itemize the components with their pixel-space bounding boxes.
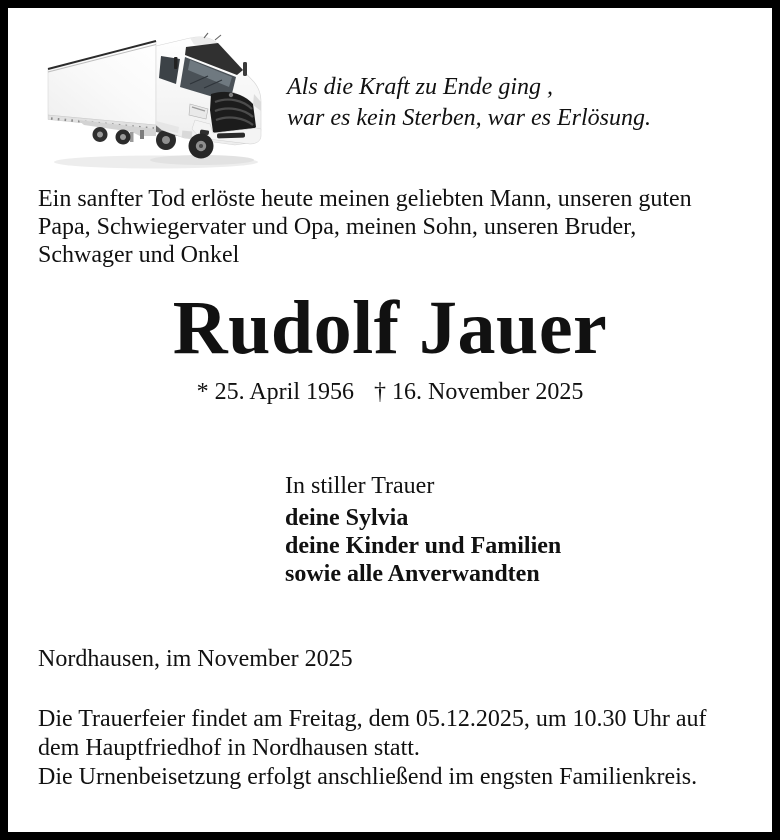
mourner-line: sowie alle Anverwandten — [285, 561, 540, 587]
place-date-line: Nordhausen, im November 2025 — [38, 646, 353, 672]
death-date: † 16. November 2025 — [374, 379, 584, 405]
birth-date: * 25. April 1956 — [196, 379, 355, 405]
mourning-intro: In stiller Trauer — [285, 473, 435, 499]
mourners-list — [285, 504, 561, 588]
funeral-line: Die Urnenbeisetzung erfolgt anschließend im engsten Familienkreis. — [38, 764, 698, 790]
truck-photo — [44, 32, 264, 174]
intro-line: Papa, Schwiegervater und Opa, meinen Sohn, unseren Bruder, — [38, 214, 637, 240]
white-semi-truck-icon — [44, 32, 264, 174]
intro-text — [38, 185, 692, 269]
mourner-line: deine Sylvia — [285, 505, 409, 531]
deceased-name: Rudolf Jauer — [172, 286, 608, 370]
epitaph-quote — [287, 72, 651, 134]
funeral-line: Die Trauerfeier findet am Freitag, dem 05.12.2025, um 10.30 Uhr auf — [38, 706, 707, 732]
epitaph-line: war es kein Sterben, war es Erlösung. — [287, 105, 651, 131]
intro-line: Schwager und Onkel — [38, 242, 240, 268]
funeral-info — [38, 705, 707, 792]
intro-line: Ein sanfter Tod erlöste heute meinen geliebten Mann, unseren guten — [38, 186, 692, 212]
mourner-line: deine Kinder und Familien — [285, 533, 562, 559]
life-dates — [8, 377, 772, 407]
funeral-line: dem Hauptfriedhof in Nordhausen statt. — [38, 735, 420, 761]
epitaph-line: Als die Kraft zu Ende ging , — [287, 74, 553, 100]
